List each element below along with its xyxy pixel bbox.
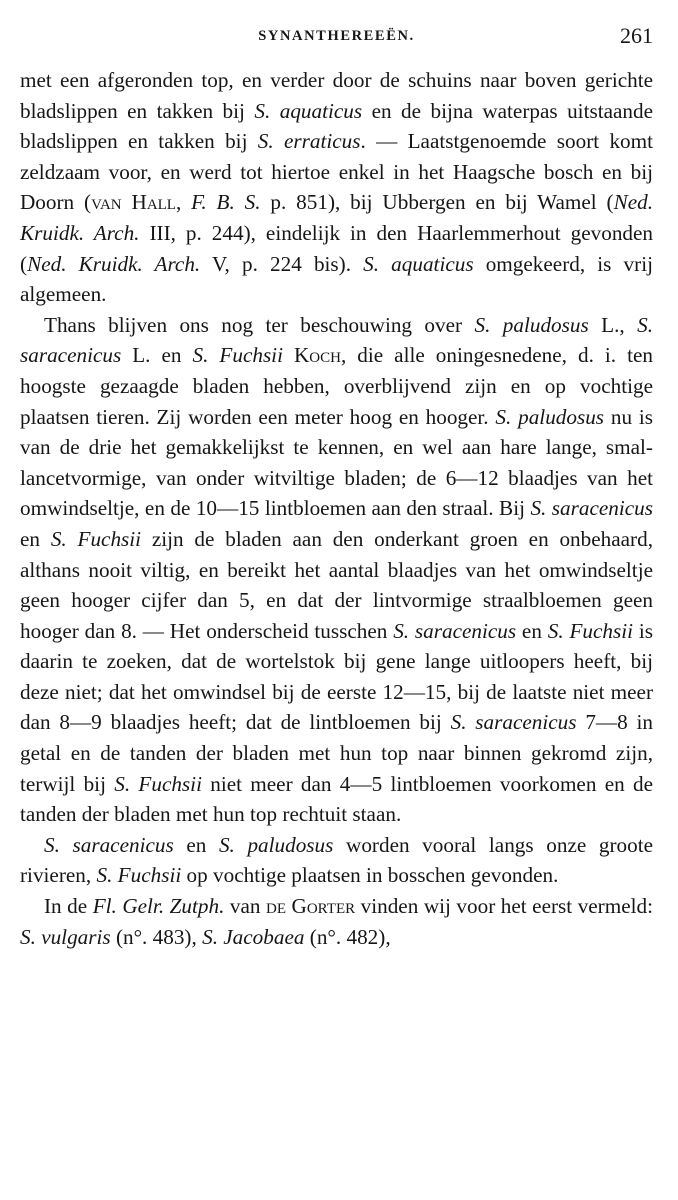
text-run: en	[20, 526, 51, 551]
italic-text: F. B. S.	[191, 190, 261, 215]
text-run: , die alle oningesnedene, d. i. ten hoogste gezaagde bladen hebben, overblijvend zijn en op vochtige plaatsen tieren. Zij worden een meter hoog en hooger.	[20, 343, 653, 429]
paragraph	[20, 310, 653, 830]
text-run: V, p. 224 bis).	[200, 251, 364, 276]
text-run: nu is van de drie het gemakkelijkst te kennen, en wel aan hare lange, smal-lancetvormige, van onder witviltige bladen; de 6—12 blaadjes van het omwindseltje, en de 10—15 lintbloemen aan den straal. Bij	[20, 404, 653, 521]
text-run: (n°. 483),	[110, 924, 203, 949]
text-run: . — Laatstgenoemde soort komt zeldzaam voor, en werd tot hiertoe enkel in het Haagsche bosch en bij Doorn (	[20, 129, 653, 215]
italic-text: S. vulgaris	[20, 924, 111, 949]
italic-text: Ned. Kruidk. Arch.	[20, 190, 654, 245]
text-run: Thans blijven ons nog ter beschouwing over	[44, 312, 475, 337]
italic-text: Fl. Gelr. Zutph.	[92, 894, 225, 919]
text-run: p. 851), bij Ubbergen en bij Wamel (	[260, 190, 614, 215]
running-title: SYNANTHEREEËN.	[258, 28, 415, 44]
text-run: omgekeerd, is vrij algemeen.	[20, 251, 653, 307]
text-run: is daarin te zoeken, dat de wortelstok bij gene lange uitloopers heeft, bij deze niet; dat het omwindsel bij de eerste 12—15, bij de laatste niet meer dan 8—9 blaadjes heeft; dat de lintbloemen bij	[20, 618, 653, 735]
running-head	[20, 18, 653, 58]
text-run: worden vooral langs onze groote rivieren,	[20, 832, 653, 888]
italic-text: S. saracenicus	[44, 832, 174, 857]
italic-text: S. aquaticus	[363, 251, 474, 276]
italic-text: S. Jacobaea	[202, 924, 305, 949]
text-run: en de bijna waterpas uitstaande bladslippen en takken bij	[20, 98, 653, 154]
italic-text: S. Fuchsii	[50, 526, 142, 551]
text-run: In de	[44, 894, 93, 919]
text-run: ,	[175, 190, 192, 215]
text-run	[283, 343, 294, 367]
page-number: 261	[620, 23, 653, 48]
text-run: vinden wij voor het eerst vermeld:	[355, 894, 653, 919]
book-page	[20, 18, 653, 952]
italic-text: S. Fuchsii	[96, 863, 182, 888]
text-run: op vochtige plaatsen in bosschen gevonden.	[181, 863, 559, 888]
paragraph	[20, 891, 653, 952]
text-run: en	[516, 618, 548, 643]
text-run: en	[173, 832, 219, 857]
text-run: zijn de bladen aan den onderkant groen en onbehaard, althans nooit viltig, en bereikt het aantal blaadjes van het omwindseltje geen hooger cijfer dan 5, en dat der lintvormige straalbloemen geen hooger dan 8. — Het onderscheid tusschen	[20, 526, 654, 643]
italic-text: S. saracenicus	[20, 312, 653, 368]
italic-text: S. aquaticus	[254, 98, 363, 123]
text-run: met een afgeronden top, en verder door de schuins naar boven gerichte bladslippen en takken bij	[20, 68, 653, 123]
small-caps-text: Koch	[293, 343, 341, 368]
italic-text: S. Fuchsii	[547, 618, 634, 643]
text-run: niet meer dan 4—5 lintbloemen voorkomen en de tanden der bladen met hun top rechtuit staan.	[20, 771, 653, 827]
italic-text: S. erraticus	[257, 129, 361, 154]
italic-text: S. saracenicus	[450, 710, 577, 735]
text-run: L.,	[588, 312, 638, 337]
paragraph	[20, 830, 653, 891]
text-run: L. en	[121, 343, 193, 368]
italic-text: S. Fuchsii	[192, 343, 283, 368]
small-caps-text: de Gorter	[266, 894, 356, 919]
text-run: van	[224, 894, 267, 919]
text-run: 7—8 in getal en de tanden der bladen met hun top naar binnen gekromd zijn, terwijl bij	[20, 710, 653, 796]
italic-text: S. Fuchsii	[114, 771, 202, 796]
italic-text: S. paludosus	[218, 832, 334, 857]
italic-text: S. paludosus	[474, 312, 589, 337]
italic-text: S. saracenicus	[530, 496, 653, 521]
paragraph	[20, 65, 653, 310]
text-run: III, p. 244), eindelijk in den Haarlemmerhout gevonden (	[20, 220, 654, 276]
text-run: (n°. 482),	[304, 924, 391, 949]
small-caps-text: van Hall	[91, 190, 176, 215]
italic-text: S. paludosus	[495, 404, 605, 429]
italic-text: S. saracenicus	[393, 618, 517, 643]
italic-text: Ned. Kruidk. Arch.	[27, 251, 201, 276]
body-text	[20, 65, 653, 952]
